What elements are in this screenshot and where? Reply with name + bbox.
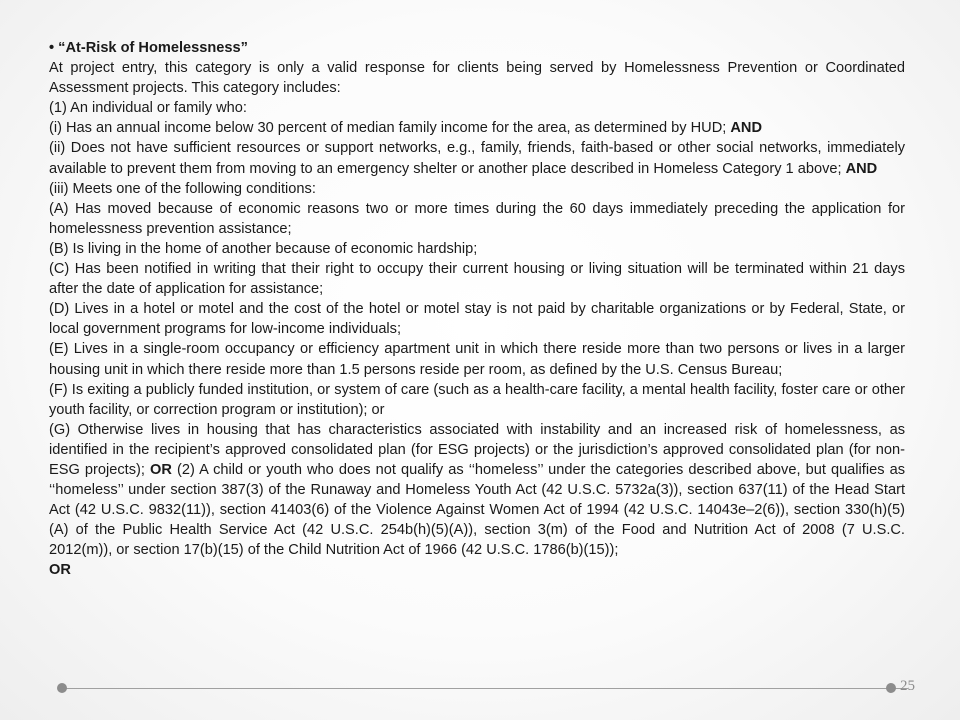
and-keyword: AND [845,160,878,177]
item-a: (A) Has moved because of economic reasons two or more times during the 60 days immediately preceding the application for homelessness prevention assistance; [49,200,905,237]
footer-divider [62,688,908,689]
item-g-text-1: (G) Otherwise lives in housing that has characteristics associated with instability and an increased risk of homelessness, as identified in the recipient’s approved consolidated plan (for ESG projects) or the jurisdiction’s approved consolidated plan (for non-ESG projects); [49,421,905,478]
or-keyword: OR [150,461,172,478]
item-g [49,420,905,561]
item-c: (C) Has been notified in writing that their right to occupy their current housing or living situation will be terminated within 21 days after the date of application for assistance; [49,261,905,298]
final-or [49,560,905,580]
or-keyword-final: OR [49,562,71,579]
item-e: (E) Lives in a single-room occupancy or efficiency apartment unit in which there reside more than two persons or lives in a larger housing unit in which there reside more than 1.5 persons reside per room, as defined by the U.S. Census Bureau; [49,341,905,378]
page-number: 25 [900,678,915,694]
item-ii-text: (ii) Does not have sufficient resources or support networks, e.g., family, friends, faith-based or other social networks, immediately available to prevent them from moving to an emergency shelter or another place described in Homeless Category 1 above; [49,140,905,177]
item-f: (F) Is exiting a publicly funded institution, or system of care (such as a health-care facility, a mental health facility, foster care or other youth facility, or correction program or institution); or [49,381,905,418]
item-d: (D) Lives in a hotel or motel and the cost of the hotel or motel stay is not paid by charitable organizations or by Federal, State, or local government programs for low-income individuals; [49,301,905,338]
item-b: (B) Is living in the home of another because of economic hardship; [49,240,478,257]
section-heading: • “At-Risk of Homelessness” [49,40,248,56]
footer-dot-right [886,683,896,693]
footer-dot-left [57,683,67,693]
item-g-text-2: (2) A child or youth who does not qualify as ‘‘homeless’’ under the categories described above, but qualifies as ‘‘homeless’’ under section 387(3) of the Runaway and Homeless Youth Act (42 U.S.C. 5732a(3)), section 637(11) of the Head Start Act (42 U.S.C. 9832(11)), section 41403(6) of the Violence Against Women Act of 1994 (42 U.S.C. 14043e–2(6)), section 330(h)(5)(A) of the Public Health Service Act (42 U.S.C. 254b(h)(5)(A)), section 3(m) of the Food and Nutrition Act of 2008 (7 U.S.C. 2012(m)), or section 17(b)(15) of the Child Nutrition Act of 1966 (42 U.S.C. 1786(b)(15)); [49,461,905,559]
and-keyword: AND [730,120,762,137]
item-i-text: (i) Has an annual income below 30 percent of median family income for the area, as determined by HUD; [49,120,731,137]
item-i [49,118,905,138]
intro-paragraph: At project entry, this category is only a valid response for clients being served by Homelessness Prevention or Coordinated Assessment projects. This category includes: [49,60,905,97]
item-1-intro: (1) An individual or family who: [49,100,247,117]
item-ii [49,138,905,178]
slide-body [49,38,905,581]
item-iii: (iii) Meets one of the following conditions: [49,180,316,197]
